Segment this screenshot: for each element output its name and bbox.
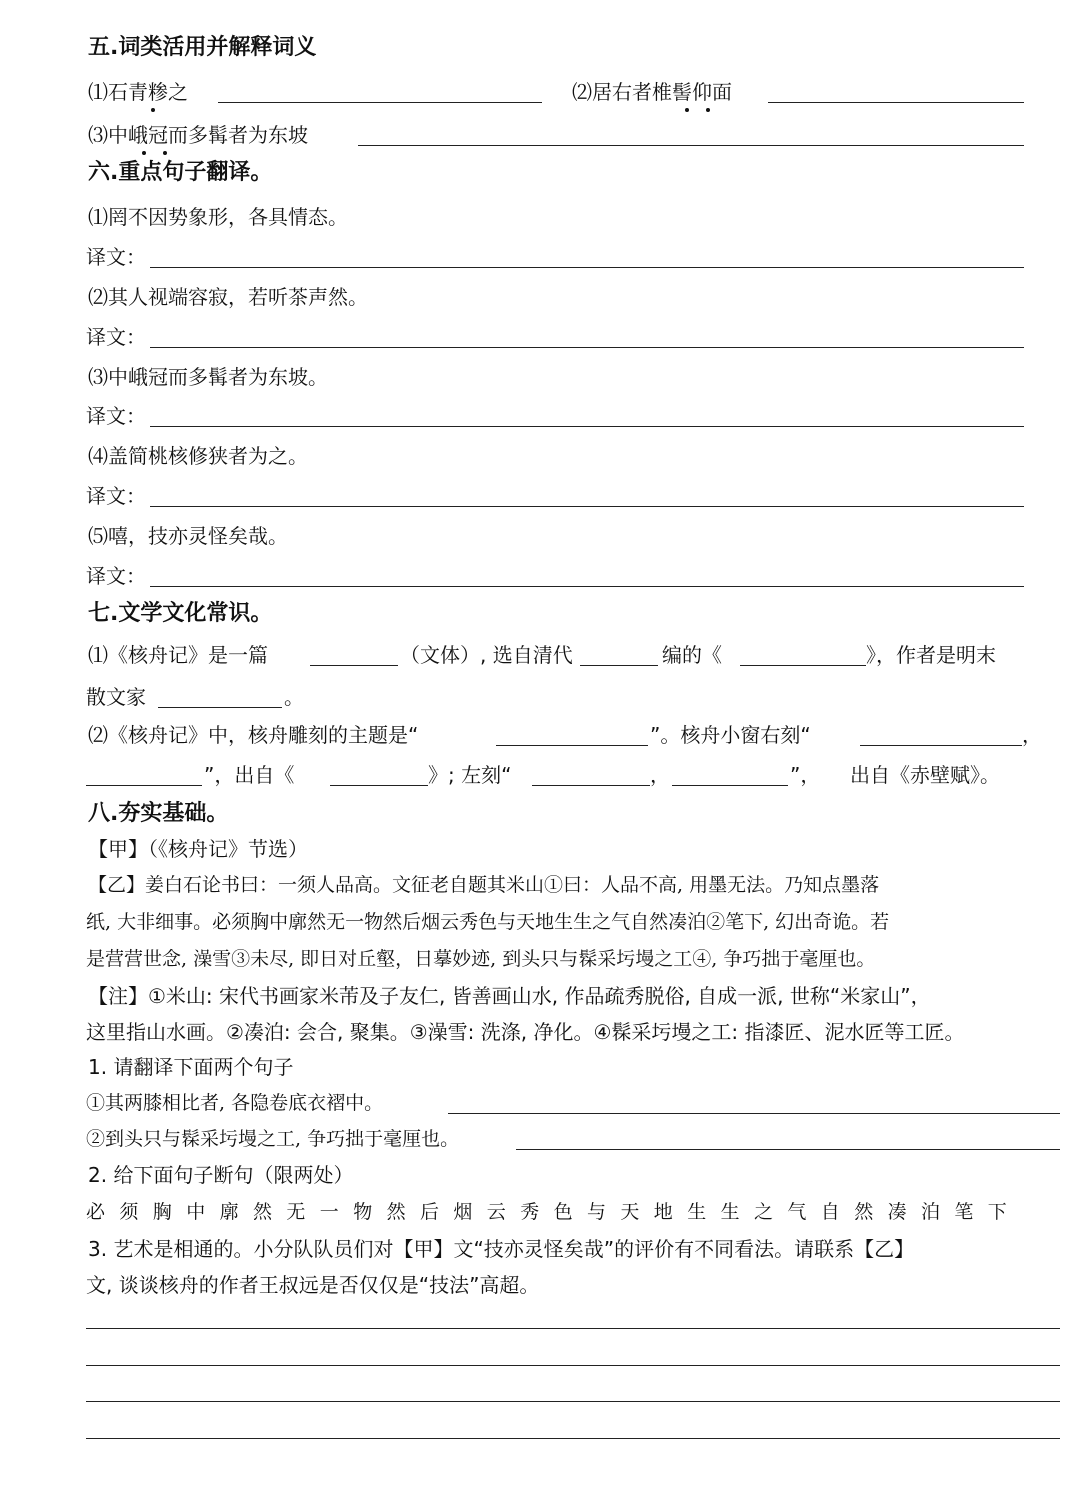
- section7-q2-part8: 出自《赤壁赋》。: [850, 763, 1000, 787]
- section7-q2-part1: ⑵《核舟记》中，核舟雕刻的主题是“: [88, 723, 419, 747]
- section6-sentence-5: ⑸嘻，技亦灵怪矣哉。: [88, 524, 288, 548]
- left-carving-answer-line-1[interactable]: [532, 785, 650, 786]
- section7-q2-part7: ”，: [790, 763, 821, 787]
- translation-label: 译文：: [86, 404, 146, 428]
- note-line-2: 这里指山水画。②凑泊: 会合, 聚集。③澡雪: 洗涤, 净化。④髹采圬墁之工: 指漆匠、泥水匠等工匠。: [86, 1020, 965, 1044]
- answer-line-3[interactable]: [86, 1401, 1060, 1402]
- section7-q1-part6: 。: [284, 685, 304, 709]
- left-carving-answer-line-2[interactable]: [672, 785, 788, 786]
- section7-q1-part1: ⑴《核舟记》是一篇: [88, 643, 268, 667]
- translation-label: 译文：: [86, 564, 146, 588]
- translation-label: 译文：: [86, 325, 146, 349]
- genre-answer-line[interactable]: [310, 665, 398, 666]
- note-line-1: 【注】①米山: 宋代书画家米芾及子友仁, 皆善画山水, 作品疏秀脱俗, 自成一派, 世称“米家山”，: [88, 984, 931, 1008]
- question-1-item-2: ②到头只与髹采圬墁之工, 争巧拙于毫厘也。: [86, 1128, 460, 1150]
- section7-q1-part2: （文体）, 选自清代: [400, 643, 573, 667]
- question-2-title: 2. 给下面句子断句（限两处）: [88, 1163, 354, 1187]
- emphasis-dot: [163, 151, 167, 155]
- question-1-answer-line-1[interactable]: [448, 1113, 1060, 1114]
- right-carving-answer-line-1[interactable]: [860, 745, 1022, 746]
- question-1-answer-line-2[interactable]: [516, 1149, 1060, 1150]
- passage-yi-line-1: 【乙】姜白石论书曰：一须人品高。文征老自题其米山①曰：人品不高, 用墨无法。乃知点墨落: [88, 874, 880, 896]
- question-1-item-1: ①其两膝相比者, 各隐卷底衣褶中。: [86, 1092, 384, 1114]
- section7-q2-part4: ”，出自《: [204, 763, 295, 787]
- translation-line-2[interactable]: [150, 347, 1024, 348]
- section7-q2-part6: ，: [650, 763, 670, 787]
- section6-title: 六.重点句子翻译。: [88, 160, 273, 185]
- section7-q1-part5: 散文家: [86, 685, 146, 709]
- section6-sentence-1: ⑴罔不因势象形，各具情态。: [88, 205, 348, 229]
- section7-q2-part2: ”。核舟小窗右刻“: [650, 723, 811, 747]
- section5-q1-answer-line[interactable]: [218, 102, 542, 103]
- question-3-line-1: 3. 艺术是相通的。小分队队员们对【甲】文“技亦灵怪矣哉”的评价有不同看法。请联系【乙】: [88, 1237, 915, 1261]
- section6-sentence-3: ⑶中峨冠而多髯者为东坡。: [88, 365, 328, 389]
- emphasis-dot: [685, 108, 689, 112]
- section7-title: 七.文学文化常识。: [88, 601, 273, 626]
- book-title-answer-line[interactable]: [740, 665, 866, 666]
- emphasis-dot: [151, 108, 155, 112]
- section7-q2-part3: ，: [1022, 723, 1042, 747]
- translation-line-4[interactable]: [150, 506, 1024, 507]
- section6-sentence-4: ⑷盖简桃核修狭者为之。: [88, 444, 308, 468]
- section5-q2-text: ⑵居右者椎髻仰面: [572, 80, 732, 104]
- question-2-text: 必须胸中廓然无一物然后烟云秀色与天地生生之气自然凑泊笔下: [86, 1201, 1022, 1223]
- question-1-title: 1. 请翻译下面两个句子: [88, 1055, 294, 1079]
- passage-yi-line-3: 是营营世念, 澡雪③未尽, 即日对丘壑，日摹妙迹, 到头只与髹采圬墁之工④, 争巧拙于毫厘也。: [86, 948, 876, 970]
- section5-q3-answer-line[interactable]: [358, 145, 1024, 146]
- editor-answer-line[interactable]: [580, 665, 658, 666]
- theme-answer-line[interactable]: [496, 745, 648, 746]
- answer-line-2[interactable]: [86, 1365, 1060, 1366]
- section7-q1-part4: 》，作者是明末: [866, 643, 996, 667]
- answer-line-1[interactable]: [86, 1328, 1060, 1329]
- section8-title: 八.夯实基础。: [88, 801, 229, 826]
- section5-q2-answer-line[interactable]: [768, 102, 1024, 103]
- emphasis-dot: [706, 108, 710, 112]
- passage-yi-line-2: 纸, 大非细事。必须胸中廓然无一物然后烟云秀色与天地生生之气自然凑泊②笔下, 幻出奇诡。若: [86, 911, 890, 933]
- source-answer-line[interactable]: [330, 785, 428, 786]
- translation-line-3[interactable]: [150, 426, 1024, 427]
- section7-q2-part5: 》; 左刻“: [428, 763, 512, 787]
- author-answer-line[interactable]: [158, 707, 282, 708]
- section5-title: 五.词类活用并解释词义: [88, 35, 317, 60]
- section5-q3-text: ⑶中峨冠而多髯者为东坡: [88, 123, 308, 147]
- section5-q1-text: ⑴石青糁之: [88, 80, 188, 104]
- translation-line-1[interactable]: [150, 267, 1024, 268]
- translation-label: 译文：: [86, 484, 146, 508]
- right-carving-answer-line-2[interactable]: [86, 785, 202, 786]
- question-3-line-2: 文, 谈谈核舟的作者王叔远是否仅仅是“技法”高超。: [86, 1273, 540, 1297]
- translation-label: 译文：: [86, 245, 146, 269]
- answer-line-4[interactable]: [86, 1438, 1060, 1439]
- emphasis-dot: [142, 151, 146, 155]
- translation-line-5[interactable]: [150, 586, 1024, 587]
- section7-q1-part3: 编的《: [662, 643, 722, 667]
- passage-jia-label: 【甲】（《核舟记》节选）: [88, 837, 308, 861]
- section6-sentence-2: ⑵其人视端容寂，若听茶声然。: [88, 285, 368, 309]
